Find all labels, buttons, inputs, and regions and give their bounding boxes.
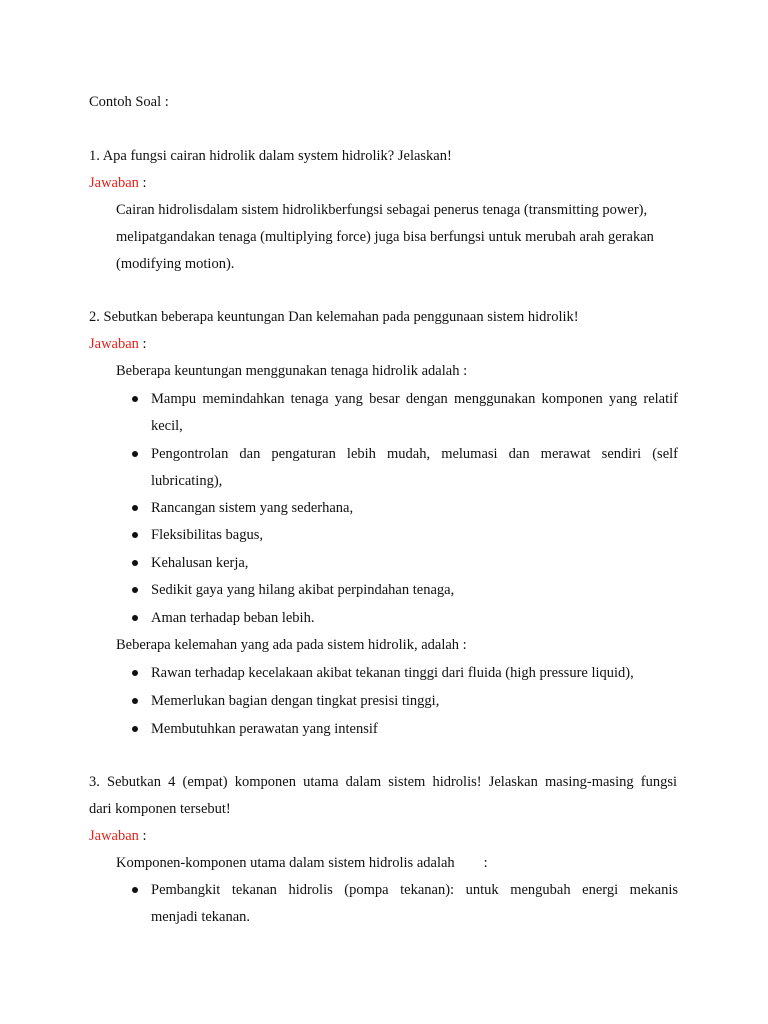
answer-colon: : bbox=[138, 828, 147, 844]
bullet-icon bbox=[132, 451, 138, 457]
bullet-icon bbox=[132, 587, 138, 593]
answer-label-text: Jawaban bbox=[89, 828, 139, 844]
answer-label-1 bbox=[89, 173, 147, 193]
answer-label-3 bbox=[89, 826, 147, 846]
bullet-icon bbox=[132, 560, 138, 566]
bullet-icon bbox=[132, 396, 138, 402]
advantages-intro: Beberapa keuntungan menggunakan tenaga hidrolik adalah : bbox=[116, 363, 468, 379]
advantage-item-6: Sedikit gaya yang hilang akibat perpindahan tenaga, bbox=[151, 582, 455, 598]
question-3-line-1: 3. Sebutkan 4 (empat) komponen utama dalam sistem hidrolis! Jelaskan masing-masing fungsi bbox=[89, 774, 677, 790]
answer-label-text: Jawaban bbox=[89, 336, 139, 352]
advantage-item-5: Kehalusan kerja, bbox=[151, 555, 249, 571]
bullet-icon bbox=[132, 670, 138, 676]
bullet-icon bbox=[132, 505, 138, 511]
question-2: 2. Sebutkan beberapa keuntungan Dan kelemahan pada penggunaan sistem hidrolik! bbox=[89, 309, 579, 325]
advantage-item-2-line-1: Pengontrolan dan pengaturan lebih mudah, melumasi dan merawat sendiri (self bbox=[151, 446, 678, 462]
answer-1-line-1: Cairan hidrolisdalam sistem hidrolikberfungsi sebagai penerus tenaga (transmitting power), bbox=[116, 202, 648, 218]
answer-colon: : bbox=[138, 175, 147, 191]
bullet-icon bbox=[132, 726, 138, 732]
advantage-item-2-line-2: lubricating), bbox=[151, 473, 223, 489]
answer-1-line-2: melipatgandakan tenaga (multiplying force) juga bisa berfungsi untuk merubah arah gerakan bbox=[116, 229, 654, 245]
disadvantage-item-1: Rawan terhadap kecelakaan akibat tekanan tinggi dari fluida (high pressure liquid), bbox=[151, 665, 634, 681]
bullet-icon bbox=[132, 698, 138, 704]
bullet-icon bbox=[132, 887, 138, 893]
disadvantage-item-3: Membutuhkan perawatan yang intensif bbox=[151, 721, 378, 737]
disadvantages-intro: Beberapa kelemahan yang ada pada sistem hidrolik, adalah : bbox=[116, 637, 467, 653]
answer-label-2 bbox=[89, 334, 147, 354]
component-item-1-line-2: menjadi tekanan. bbox=[151, 909, 251, 925]
advantage-item-3: Rancangan sistem yang sederhana, bbox=[151, 500, 354, 516]
advantage-item-4: Fleksibilitas bagus, bbox=[151, 527, 263, 543]
answer-colon: : bbox=[138, 336, 147, 352]
page-heading: Contoh Soal : bbox=[89, 94, 169, 110]
answer-label-text: Jawaban bbox=[89, 175, 139, 191]
components-intro: Komponen-komponen utama dalam sistem hidrolis adalah : bbox=[116, 855, 488, 871]
advantage-item-1-line-1: Mampu memindahkan tenaga yang besar dengan menggunakan komponen yang relatif bbox=[151, 391, 678, 407]
question-1: 1. Apa fungsi cairan hidrolik dalam system hidrolik? Jelaskan! bbox=[89, 148, 452, 164]
advantage-item-1-line-2: kecil, bbox=[151, 418, 183, 434]
disadvantage-item-2: Memerlukan bagian dengan tingkat presisi tinggi, bbox=[151, 693, 440, 709]
question-3-line-2: dari komponen tersebut! bbox=[89, 801, 231, 817]
advantage-item-7: Aman terhadap beban lebih. bbox=[151, 610, 315, 626]
bullet-icon bbox=[132, 615, 138, 621]
answer-1-line-3: (modifying motion). bbox=[116, 256, 235, 272]
component-item-1-line-1: Pembangkit tekanan hidrolis (pompa tekanan): untuk mengubah energi mekanis bbox=[151, 882, 678, 898]
bullet-icon bbox=[132, 532, 138, 538]
